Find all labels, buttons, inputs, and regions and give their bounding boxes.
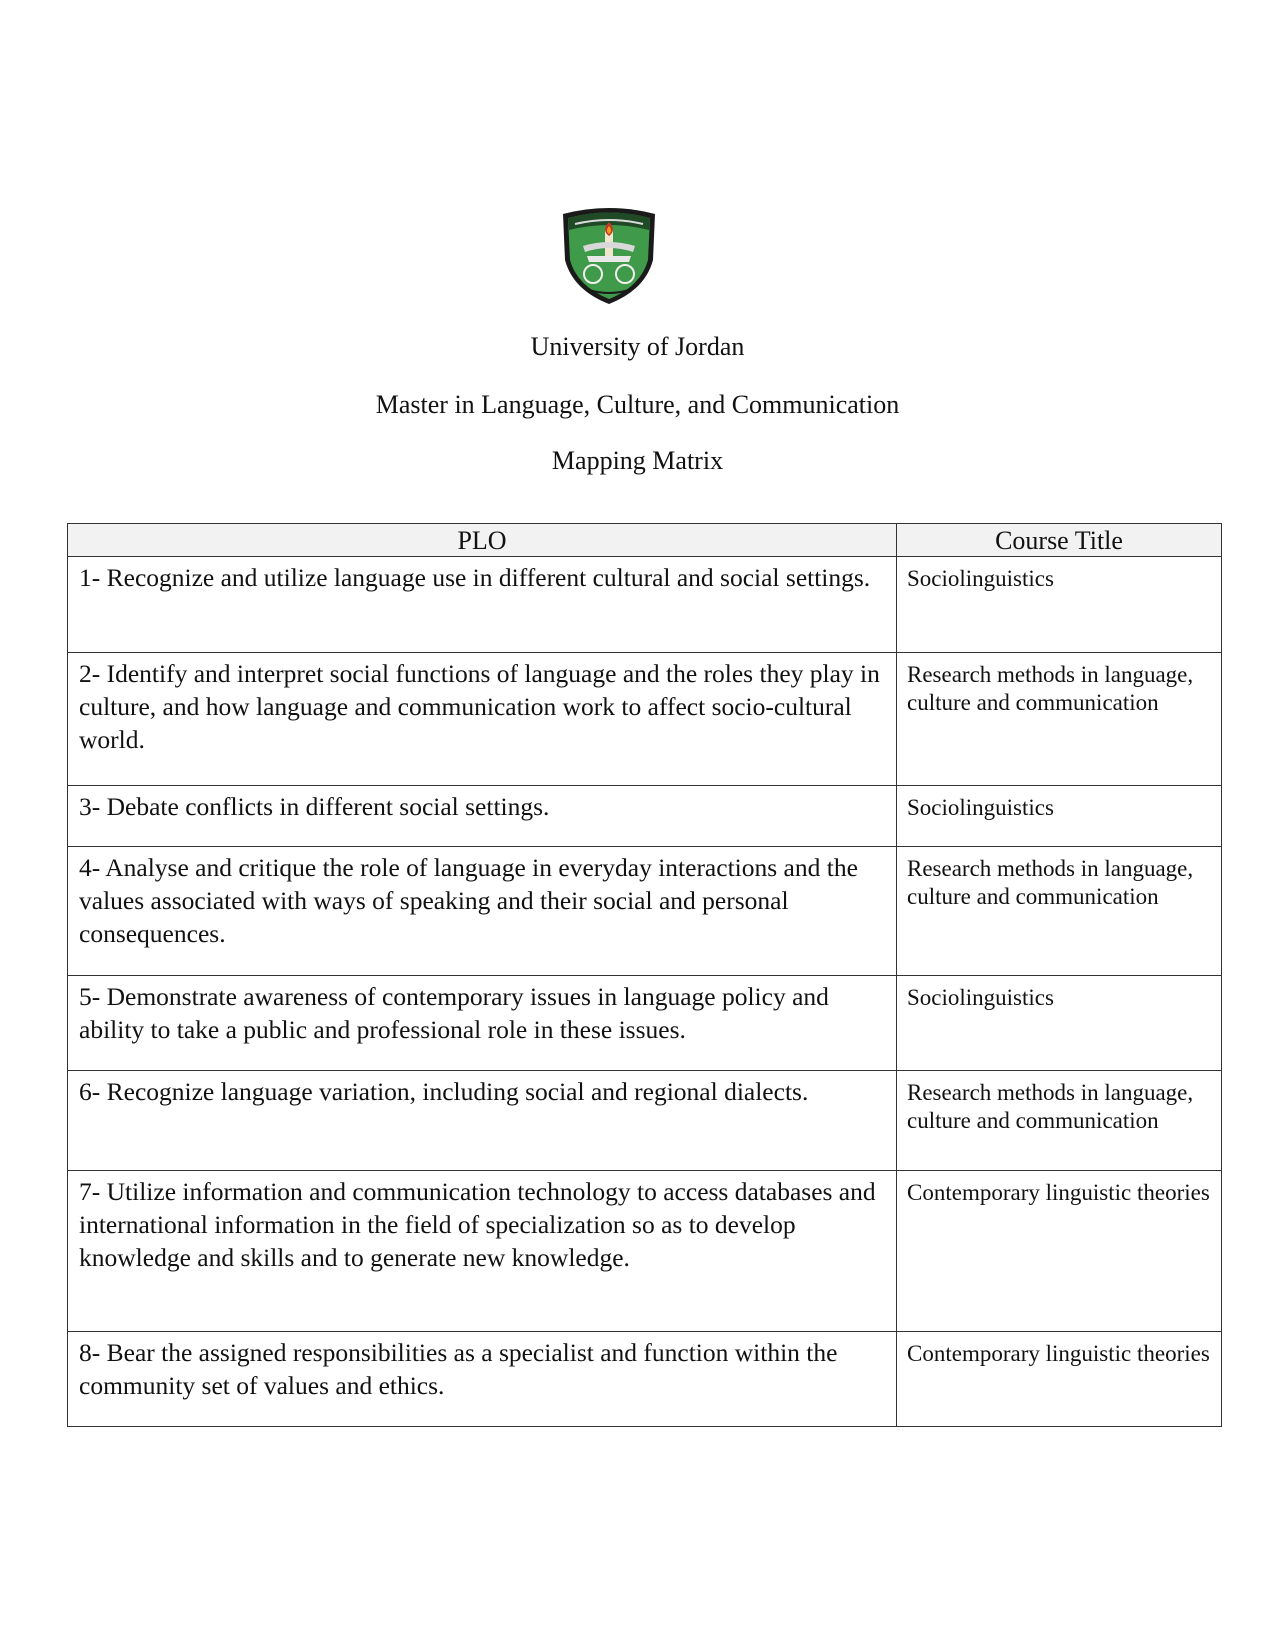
table-row — [68, 847, 1222, 976]
university-name: University of Jordan — [530, 332, 745, 361]
column-header-plo: PLO — [68, 524, 897, 557]
course-cell: Sociolinguistics — [897, 976, 1222, 1071]
university-logo — [553, 204, 665, 308]
course-cell: Contemporary linguistic theories — [897, 1332, 1222, 1427]
course-cell: Sociolinguistics — [897, 557, 1222, 653]
plo-cell: 4- Analyse and critique the role of language in everyday interactions and the values associated with ways of speaking and their social and personal consequences. — [68, 847, 897, 976]
table-row — [68, 1071, 1222, 1171]
course-cell: Contemporary linguistic theories — [897, 1171, 1222, 1332]
plo-cell: 2- Identify and interpret social functions of language and the roles they play in culture, and how language and communication work to affect socio-cultural world. — [68, 653, 897, 786]
plo-cell: 3- Debate conflicts in different social settings. — [68, 786, 897, 847]
course-cell: Research methods in language, culture and communication — [897, 1071, 1222, 1171]
table-row — [68, 976, 1222, 1071]
plo-cell: 1- Recognize and utilize language use in different cultural and social settings. — [68, 557, 897, 653]
plo-cell: 5- Demonstrate awareness of contemporary issues in language policy and ability to take a public and professional role in these issues. — [68, 976, 897, 1071]
course-cell: Research methods in language, culture and communication — [897, 653, 1222, 786]
university-crest-icon — [553, 204, 665, 308]
column-header-course-title: Course Title — [897, 524, 1222, 557]
plo-cell: 6- Recognize language variation, including social and regional dialects. — [68, 1071, 897, 1171]
mapping-matrix-table — [67, 523, 1222, 1427]
plo-cell: 8- Bear the assigned responsibilities as a specialist and function within the community set of values and ethics. — [68, 1332, 897, 1427]
table-row — [68, 1171, 1222, 1332]
table-header-row — [68, 524, 1222, 557]
table-row — [68, 786, 1222, 847]
table-row — [68, 557, 1222, 653]
course-cell: Sociolinguistics — [897, 786, 1222, 847]
program-name: Master in Language, Culture, and Communication — [375, 390, 900, 419]
plo-cell: 7- Utilize information and communication technology to access databases and international information in the field of specialization so as to develop knowledge and skills and to generate new knowledge. — [68, 1171, 897, 1332]
table-row — [68, 1332, 1222, 1427]
course-cell: Research methods in language, culture and communication — [897, 847, 1222, 976]
document-title: Mapping Matrix — [551, 446, 724, 475]
table-row — [68, 653, 1222, 786]
